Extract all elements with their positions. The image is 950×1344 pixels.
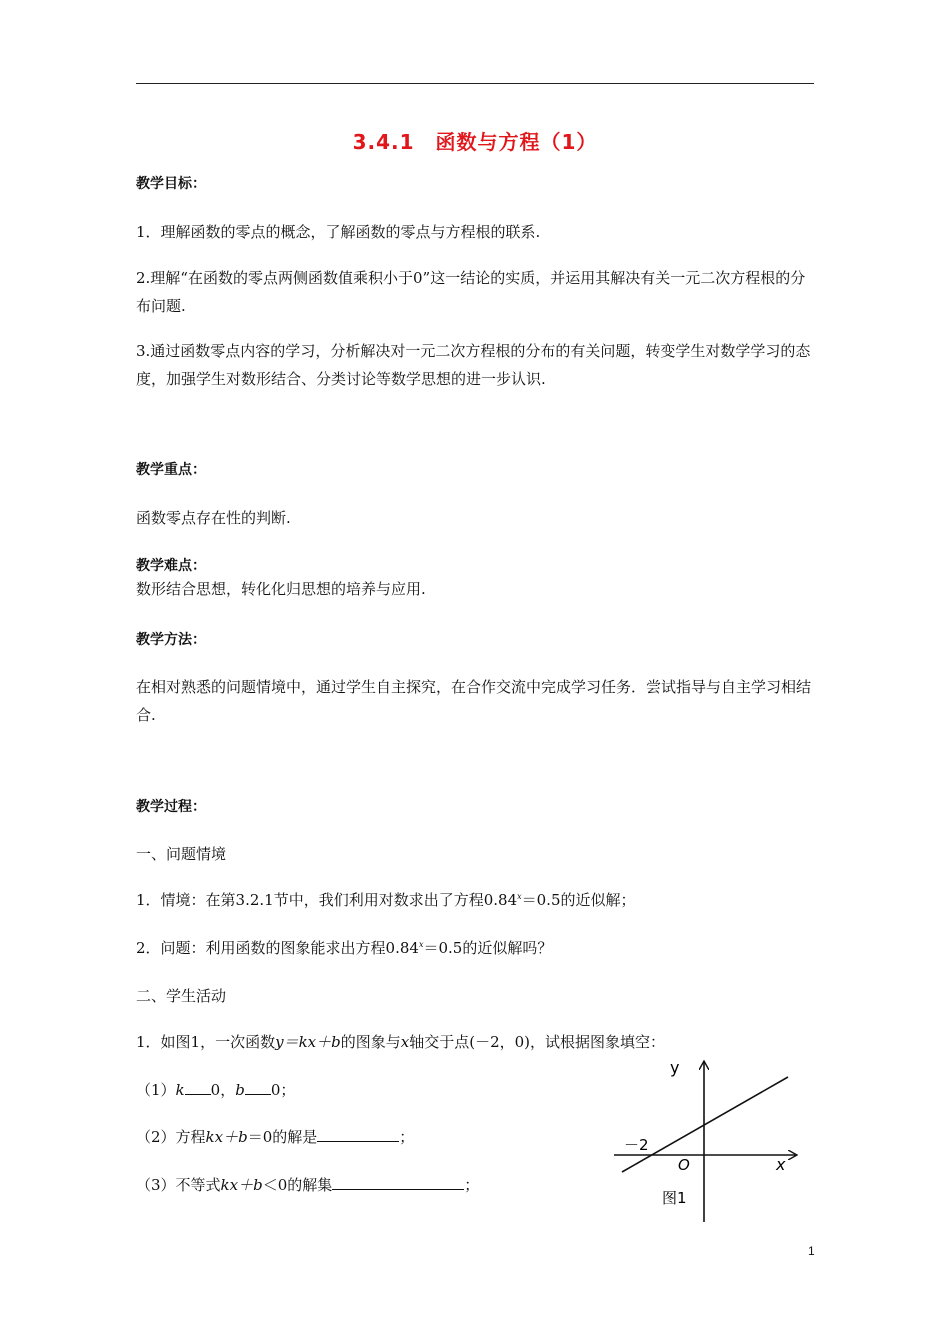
objective-2: 2.理解“在函数的零点两侧函数值乘积小于0”这一结论的实质，并运用其解决有关一元二次方程根的分布问题. xyxy=(136,269,806,315)
part1-item-2: 2．问题：利用函数的图象能求出方程$0.84^x=0.5$的近似解吗？ xyxy=(136,939,553,957)
sub-question-3: （3）不等式kx＋b＜0的解集 ； xyxy=(136,1176,480,1194)
objective-3: 3.通过函数零点内容的学习，分析解决对一元二次方程根的分布的有关问题，转变学生对数学学习的态度，加强学生对数形结合、分类讨论等数学思想的进一步认识. xyxy=(136,342,811,388)
origin-label: O xyxy=(678,1156,690,1174)
sub-question-2: （2）方程kx＋b＝0的解是 ； xyxy=(136,1128,415,1146)
y-axis-label: y xyxy=(670,1058,680,1077)
methods-heading: 教学方法： xyxy=(136,632,206,648)
methods-text: 在相对熟悉的问题情境中，通过学生自主探究，在合作交流中完成学习任务．尝试指导与自主学习相结合. xyxy=(136,678,812,724)
blank-equation-solution[interactable] xyxy=(317,1127,399,1142)
x-axis-label: x xyxy=(776,1155,786,1174)
difficulties-text: 数形结合思想，转化化归思想的培养与应用. xyxy=(136,580,426,598)
page-number: 1 xyxy=(808,1244,815,1258)
line-y-kx-b xyxy=(622,1077,788,1172)
objective-1: 1．理解函数的零点的概念，了解函数的零点与方程根的联系. xyxy=(136,223,541,241)
page-title: 3.4.1 函数与方程（1） xyxy=(352,130,598,154)
sub-question-1: （1）k 0，b 0； xyxy=(136,1081,296,1099)
objectives-heading: 教学目标： xyxy=(136,176,206,192)
blank-k[interactable] xyxy=(185,1080,211,1095)
figure-1-graph xyxy=(600,1050,810,1230)
figure-caption: 图1 xyxy=(662,1189,687,1207)
header-rule xyxy=(136,83,814,84)
blank-b[interactable] xyxy=(245,1080,271,1095)
part2-title: 二、学生活动 xyxy=(136,987,227,1005)
process-heading: 教学过程： xyxy=(136,799,206,815)
intercept-label: －2 xyxy=(624,1136,649,1154)
key-points-text: 函数零点存在性的判断. xyxy=(136,509,291,527)
key-points-heading: 教学重点： xyxy=(136,462,206,478)
part1-item-1: 1．情境：在第3.2.1节中，我们利用对数求出了方程$0.84^x=0.5$的近似解； xyxy=(136,891,636,909)
part1-title: 一、问题情境 xyxy=(136,845,227,863)
difficulties-heading: 教学难点： xyxy=(136,558,206,574)
question-1: 1．如图1，一次函数y＝kx＋b的图象与x轴交于点(－2，0)，试根据图象填空： xyxy=(136,1033,666,1051)
blank-inequality-solution[interactable] xyxy=(332,1175,464,1190)
